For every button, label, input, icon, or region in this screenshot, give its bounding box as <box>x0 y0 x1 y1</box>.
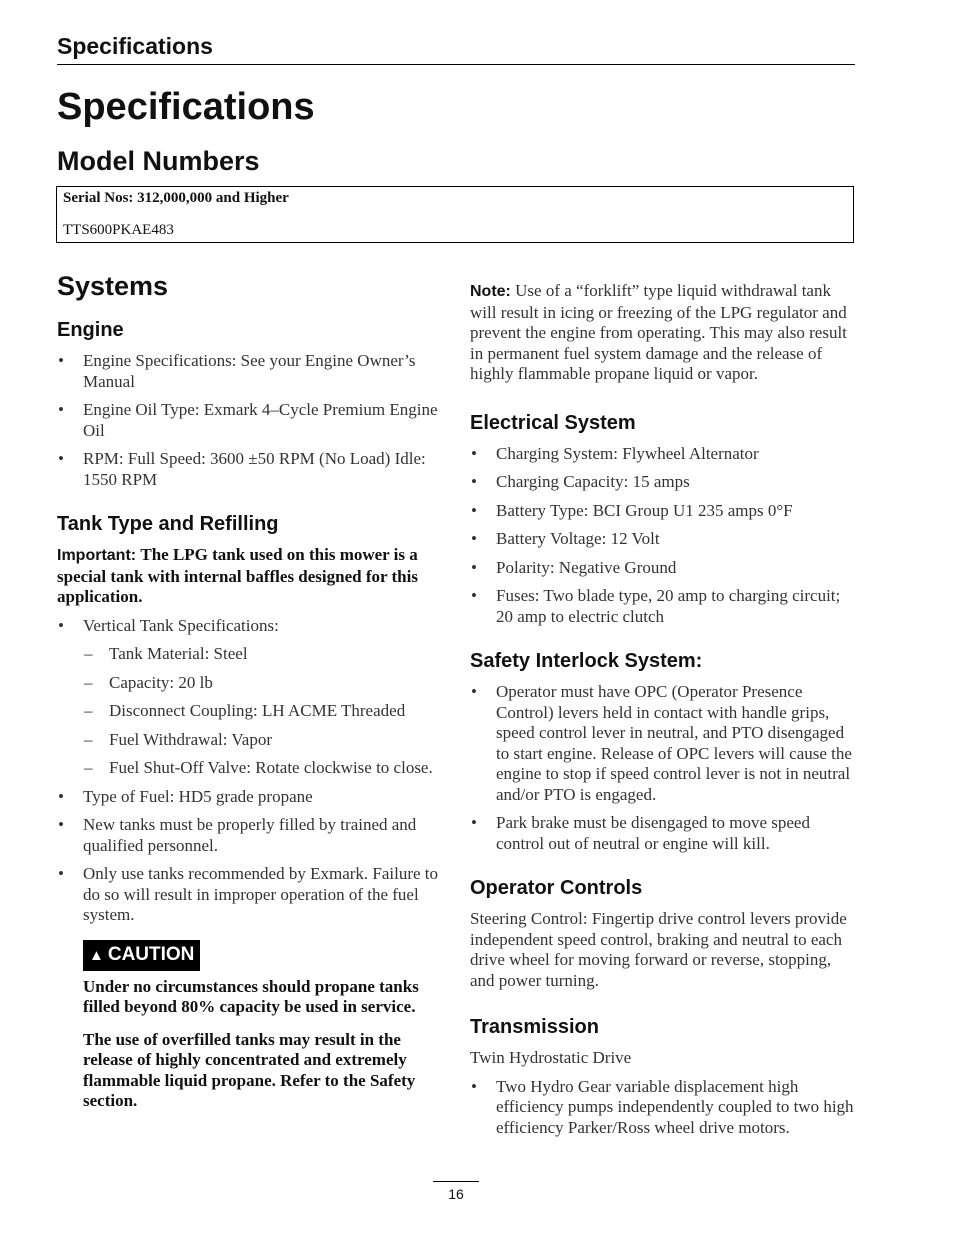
list-item: • Park brake must be disengaged to move speed control out of neutral or engine will kill. <box>470 813 858 854</box>
important-label: Important: <box>57 547 137 564</box>
caution-block <box>83 940 445 1112</box>
page-title: Specifications <box>57 86 315 128</box>
tank-spec-list <box>83 644 445 779</box>
caution-paragraph: The use of overfilled tanks may result in the release of highly concentrated and extremely flammable liquid propane. Refer to the Safety section. <box>83 1029 416 1110</box>
page-number: 16 <box>448 1186 464 1202</box>
left-column <box>57 270 445 1124</box>
transmission-text: Twin Hydrostatic Drive <box>470 1048 632 1067</box>
model-numbers-heading: Model Numbers <box>57 146 260 176</box>
list-item: • Two Hydro Gear variable displacement high efficiency pumps independently coupled to two high efficiency Parker/Ross wheel drive motors. <box>470 1077 858 1139</box>
list-item: – Fuel Shut-Off Valve: Rotate clockwise to close. <box>83 758 445 779</box>
transmission-heading: Transmission <box>470 1016 599 1038</box>
list-item: • Engine Specifications: See your Engine Owner’s Manual <box>57 351 445 392</box>
electrical-heading: Electrical System <box>470 411 636 434</box>
footer-rule <box>433 1181 479 1182</box>
engine-list <box>57 351 445 490</box>
important-notice <box>57 545 445 608</box>
electrical-list <box>470 444 858 628</box>
list-item: – Fuel Withdrawal: Vapor <box>83 730 445 751</box>
list-item: • Engine Oil Type: Exmark 4–Cycle Premium Engine Oil <box>57 400 445 441</box>
list-item: • Battery Voltage: 12 Volt <box>470 529 858 550</box>
list-item: • Operator must have OPC (Operator Presence Control) levers held in contact with handle grips, speed control lever in neutral, and PTO disengaged to start engine. Release of OPC levers will cause the engine to stop if speed control lever is not in neutral and/or PTO is engaged. <box>470 682 858 805</box>
important-text: The LPG tank used on this mower is a special tank with internal baffles designed for this application. <box>57 545 418 606</box>
tank-heading: Tank Type and Refilling <box>57 513 279 535</box>
engine-heading: Engine <box>57 319 124 341</box>
caution-label: CAUTION <box>107 943 195 965</box>
transmission-list <box>470 1077 858 1139</box>
interlock-heading: Safety Interlock System: <box>470 650 703 672</box>
right-column <box>470 281 858 1146</box>
list-item: • Charging Capacity: 15 amps <box>470 472 858 493</box>
list-item: – Capacity: 20 lb <box>83 673 445 694</box>
caution-paragraph: Under no circumstances should propane tanks filled beyond 80% capacity be used in service. <box>83 976 419 1016</box>
caution-badge <box>83 940 200 971</box>
list-item: • Battery Type: BCI Group U1 235 amps 0°F <box>470 501 858 522</box>
list-item: • Polarity: Negative Ground <box>470 558 858 579</box>
tank-list <box>57 616 445 926</box>
note-text: Use of a “forklift” type liquid withdrawal tank will result in icing or freezing of the LPG regulator and prevent the engine from operating. This may also result in permanent fuel system damage and the release of highly flammable propane liquid or vapor. <box>470 281 847 383</box>
vertical-tank-label: Vertical Tank Specifications: <box>83 615 279 635</box>
list-item: • Charging System: Flywheel Alternator <box>470 444 858 465</box>
list-item: • Only use tanks recommended by Exmark. Failure to do so will result in improper operation of the fuel system. <box>57 864 445 926</box>
operator-controls-text: Steering Control: Fingertip drive control levers provide independent speed control, braking and neutral to each drive wheel for moving forward or reverse, stopping, and power turning. <box>470 909 847 990</box>
list-item: – Tank Material: Steel <box>83 644 445 665</box>
operator-controls-heading: Operator Controls <box>470 877 643 899</box>
warning-triangle-icon: ▲ <box>89 946 104 964</box>
caution-text <box>83 977 445 1112</box>
list-item: • New tanks must be properly filled by trained and qualified personnel. <box>57 815 445 856</box>
serial-numbers: Serial Nos: 312,000,000 and Higher <box>63 190 289 206</box>
running-header: Specifications <box>57 33 855 65</box>
note-label: Note: <box>470 283 511 300</box>
model-number: TTS600PKAE483 <box>63 222 174 238</box>
list-item: – Disconnect Coupling: LH ACME Threaded <box>83 701 445 722</box>
list-item: • RPM: Full Speed: 3600 ±50 RPM (No Load) Idle: 1550 RPM <box>57 449 445 490</box>
interlock-list <box>470 682 858 854</box>
note-block <box>470 281 858 385</box>
systems-heading: Systems <box>57 271 169 301</box>
list-item <box>57 616 445 779</box>
list-item: • Fuses: Two blade type, 20 amp to charging circuit; 20 amp to electric clutch <box>470 586 858 627</box>
list-item: • Type of Fuel: HD5 grade propane <box>57 787 445 808</box>
model-numbers-table <box>56 186 854 243</box>
